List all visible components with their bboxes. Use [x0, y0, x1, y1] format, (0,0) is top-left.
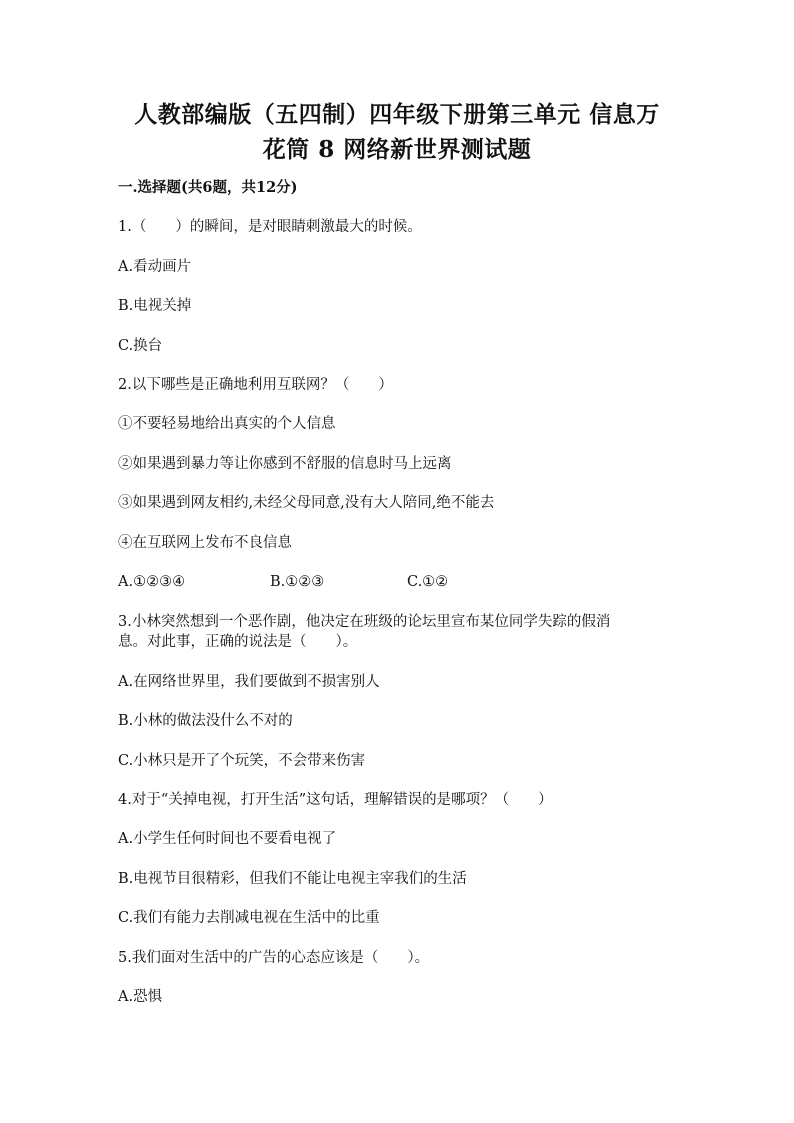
question-2-option-b: B.①②③	[270, 574, 325, 590]
question-3-stem-line-1: 3.小林突然想到一个恶作剧，他决定在班级的论坛里宣布某位同学失踪的假消	[118, 614, 611, 630]
question-2-stem: 2.以下哪些是正确地利用互联网？（ ）	[118, 377, 393, 393]
question-3-stem-line-2: 息。对此事，正确的说法是（ ）。	[118, 634, 358, 650]
question-2-option-a: A.①②③④	[118, 574, 186, 590]
page-title-line-1: 人教部编版（五四制）四年级下册第三单元 信息万	[134, 101, 660, 128]
question-4-stem: 4.对于“关掉电视，打开生活”这句话，理解错误的是哪项？（ ）	[118, 792, 553, 808]
question-4-option-c: C.我们有能力去削减电视在生活中的比重	[118, 910, 380, 926]
question-5-stem: 5.我们面对生活中的广告的心态应该是（ ）。	[118, 950, 430, 966]
question-3-option-c: C.小林只是开了个玩笑，不会带来伤害	[118, 753, 366, 769]
question-1-option-a: A.看动画片	[118, 259, 192, 275]
question-2-statement-2: ②如果遇到暴力等让你感到不舒服的信息时马上远离	[118, 456, 452, 472]
question-2-statement-3: ③如果遇到网友相约,未经父母同意,没有大人陪同,绝不能去	[118, 495, 495, 511]
question-2-statement-1: ①不要轻易地给出真实的个人信息	[118, 416, 336, 432]
question-5-option-a: A.恐惧	[118, 989, 163, 1005]
question-2-option-c: C.①②	[407, 574, 449, 590]
question-1-option-b: B.电视关掉	[118, 298, 192, 314]
question-1-stem: 1.（ ）的瞬间，是对眼睛刺激最大的时候。	[118, 219, 422, 235]
question-2-options-row	[118, 572, 678, 592]
page-title-line-2: 花筒 8 网络新世界测试题	[262, 136, 532, 163]
question-2-statement-4: ④在互联网上发布不良信息	[118, 535, 292, 551]
question-4-option-b: B.电视节目很精彩，但我们不能让电视主宰我们的生活	[118, 871, 467, 887]
question-3-option-a: A.在网络世界里，我们要做到不损害别人	[118, 674, 380, 690]
question-1-option-c: C.换台	[118, 338, 163, 354]
question-3-option-b: B.小林的做法没什么不对的	[118, 713, 293, 729]
section-heading: 一.选择题(共6题，共12分)	[118, 179, 298, 196]
question-4-option-a: A.小学生任何时间也不要看电视了	[118, 831, 337, 847]
